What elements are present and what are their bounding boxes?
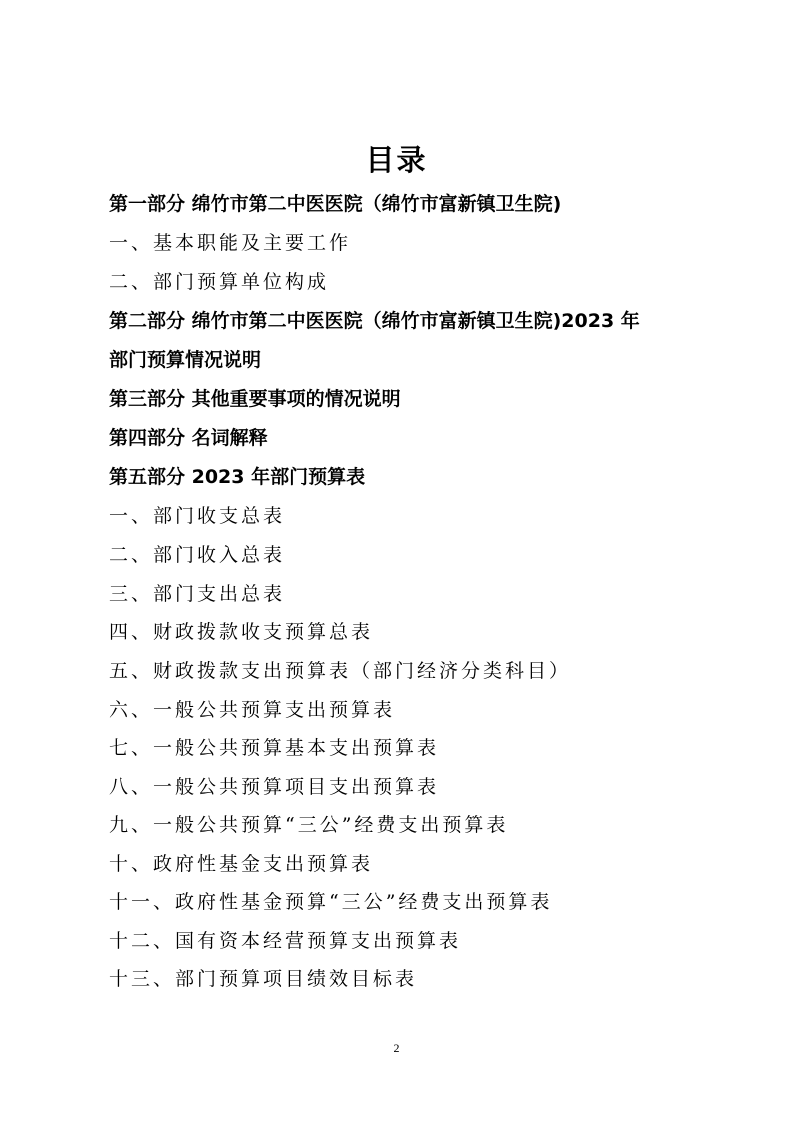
toc-item: 四、财政拨款收支预算总表 bbox=[109, 621, 374, 643]
toc-item: 六、一般公共预算支出预算表 bbox=[109, 699, 396, 721]
toc-item: 七、一般公共预算基本支出预算表 bbox=[109, 737, 440, 759]
toc-item: 十、政府性基金支出预算表 bbox=[109, 853, 374, 875]
toc-item: 二、部门收入总表 bbox=[109, 544, 286, 566]
toc-item: 八、一般公共预算项目支出预算表 bbox=[109, 776, 440, 798]
toc-part-2-continued: 部门预算情况说明 bbox=[109, 349, 262, 371]
toc-part-4: 第四部分 名词解释 bbox=[109, 427, 268, 449]
toc-item: 十一、政府性基金预算“三公”经费支出预算表 bbox=[109, 891, 553, 913]
toc-part-5: 第五部分 2023 年部门预算表 bbox=[109, 466, 366, 488]
toc-item: 十二、国有资本经营预算支出预算表 bbox=[109, 930, 462, 952]
toc-part-3: 第三部分 其他重要事项的情况说明 bbox=[109, 388, 401, 410]
page-title: 目录 bbox=[365, 143, 428, 177]
toc-item: 三、部门支出总表 bbox=[109, 583, 286, 605]
toc-item: 十三、部门预算项目绩效目标表 bbox=[109, 968, 418, 990]
toc-item: 五、财政拨款支出预算表（部门经济分类科目） bbox=[109, 660, 572, 682]
toc-item: 二、部门预算单位构成 bbox=[109, 271, 330, 293]
toc-item: 一、部门收支总表 bbox=[109, 505, 286, 527]
toc-item: 九、一般公共预算“三公”经费支出预算表 bbox=[109, 814, 509, 836]
page-number: 2 bbox=[393, 1041, 400, 1055]
toc-item: 一、基本职能及主要工作 bbox=[109, 232, 352, 254]
toc-part-1: 第一部分 绵竹市第二中医医院（绵竹市富新镇卫生院) bbox=[109, 193, 562, 215]
toc-part-2: 第二部分 绵竹市第二中医医院（绵竹市富新镇卫生院)2023 年 bbox=[109, 310, 640, 332]
